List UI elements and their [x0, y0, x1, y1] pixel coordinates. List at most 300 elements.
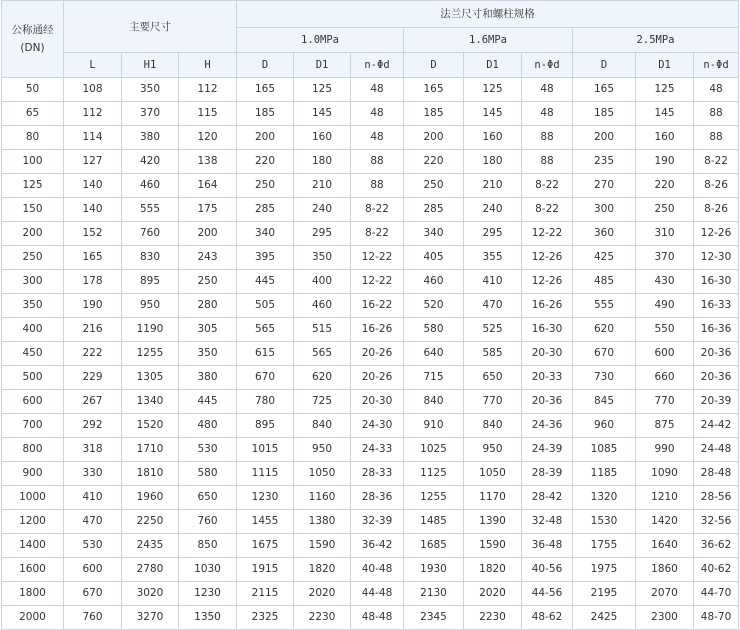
cell-d-1-6mpa: 715 — [404, 366, 464, 390]
cell-l: 190 — [64, 294, 122, 318]
cell-h1: 1340 — [122, 390, 179, 414]
table-row — [2, 438, 739, 462]
cell-h: 112 — [179, 78, 237, 102]
cell-l: 330 — [64, 462, 122, 486]
cell-d-1-0mpa: 780 — [237, 390, 294, 414]
cell-d-2-5mpa: 620 — [573, 318, 636, 342]
cell-d-2-5mpa: 1085 — [573, 438, 636, 462]
cell-n-phi-d-1-0mpa: 12-22 — [351, 270, 404, 294]
cell-h: 350 — [179, 342, 237, 366]
cell-l: 178 — [64, 270, 122, 294]
cell-d1-1-0mpa: 2230 — [294, 606, 351, 630]
cell-h1: 1305 — [122, 366, 179, 390]
cell-d1-2-5mpa: 125 — [636, 78, 694, 102]
cell-n-phi-d-1-6mpa: 48 — [522, 78, 573, 102]
cell-d1-2-5mpa: 660 — [636, 366, 694, 390]
cell-d1-1-0mpa: 2020 — [294, 582, 351, 606]
cell-dn: 1400 — [2, 534, 64, 558]
cell-d-2-5mpa: 2425 — [573, 606, 636, 630]
cell-dn: 1800 — [2, 582, 64, 606]
cell-d-1-6mpa: 405 — [404, 246, 464, 270]
cell-h1: 3270 — [122, 606, 179, 630]
cell-n-phi-d-1-6mpa: 16-30 — [522, 318, 573, 342]
cell-l: 292 — [64, 414, 122, 438]
cell-d1-1-6mpa: 525 — [464, 318, 522, 342]
cell-h1: 2780 — [122, 558, 179, 582]
cell-n-phi-d-2-5mpa: 16-36 — [694, 318, 739, 342]
cell-d-1-6mpa: 250 — [404, 174, 464, 198]
cell-d1-2-5mpa: 2300 — [636, 606, 694, 630]
cell-l: 108 — [64, 78, 122, 102]
cell-n-phi-d-1-6mpa: 24-36 — [522, 414, 573, 438]
cell-d1-1-6mpa: 2020 — [464, 582, 522, 606]
cell-n-phi-d-2-5mpa: 32-56 — [694, 510, 739, 534]
cell-n-phi-d-2-5mpa: 20-36 — [694, 366, 739, 390]
cell-dn: 1200 — [2, 510, 64, 534]
cell-d1-1-0mpa: 620 — [294, 366, 351, 390]
cell-d1-1-0mpa: 1160 — [294, 486, 351, 510]
cell-n-phi-d-1-6mpa: 88 — [522, 126, 573, 150]
cell-h1: 380 — [122, 126, 179, 150]
cell-l: 165 — [64, 246, 122, 270]
cell-h: 445 — [179, 390, 237, 414]
cell-dn: 150 — [2, 198, 64, 222]
cell-d1-1-6mpa: 210 — [464, 174, 522, 198]
col-header-l: L — [64, 53, 122, 78]
cell-d-1-0mpa: 250 — [237, 174, 294, 198]
cell-n-phi-d-1-6mpa: 28-39 — [522, 462, 573, 486]
cell-h1: 1255 — [122, 342, 179, 366]
cell-h1: 1190 — [122, 318, 179, 342]
cell-h1: 370 — [122, 102, 179, 126]
col-header-d-1-6mpa: D — [404, 53, 464, 78]
cell-l: 530 — [64, 534, 122, 558]
cell-d-2-5mpa: 1185 — [573, 462, 636, 486]
cell-n-phi-d-2-5mpa: 12-30 — [694, 246, 739, 270]
cell-n-phi-d-2-5mpa: 48-70 — [694, 606, 739, 630]
cell-h1: 3020 — [122, 582, 179, 606]
cell-d1-1-6mpa: 950 — [464, 438, 522, 462]
cell-d-2-5mpa: 165 — [573, 78, 636, 102]
cell-dn: 200 — [2, 222, 64, 246]
cell-d-2-5mpa: 300 — [573, 198, 636, 222]
cell-d1-1-6mpa: 355 — [464, 246, 522, 270]
cell-h: 243 — [179, 246, 237, 270]
cell-n-phi-d-1-0mpa: 24-30 — [351, 414, 404, 438]
cell-n-phi-d-1-0mpa: 48-48 — [351, 606, 404, 630]
cell-d-2-5mpa: 1530 — [573, 510, 636, 534]
cell-d-1-0mpa: 1915 — [237, 558, 294, 582]
cell-n-phi-d-1-6mpa: 12-22 — [522, 222, 573, 246]
table-row — [2, 414, 739, 438]
cell-n-phi-d-1-6mpa: 32-48 — [522, 510, 573, 534]
cell-d1-2-5mpa: 250 — [636, 198, 694, 222]
table-row — [2, 558, 739, 582]
cell-d-1-0mpa: 2115 — [237, 582, 294, 606]
cell-d1-1-6mpa: 1820 — [464, 558, 522, 582]
cell-d1-2-5mpa: 160 — [636, 126, 694, 150]
cell-d-1-0mpa: 895 — [237, 414, 294, 438]
cell-d-1-6mpa: 165 — [404, 78, 464, 102]
nominal-diameter-label: 公称通经 — [11, 24, 54, 36]
cell-d-1-0mpa: 395 — [237, 246, 294, 270]
table-row — [2, 390, 739, 414]
cell-d-1-6mpa: 1125 — [404, 462, 464, 486]
col-header-n-phi-d-2-5mpa: n-Φd — [694, 53, 739, 78]
cell-n-phi-d-1-0mpa: 88 — [351, 174, 404, 198]
cell-n-phi-d-1-6mpa: 16-26 — [522, 294, 573, 318]
col-header-d1-1-6mpa: D1 — [464, 53, 522, 78]
cell-n-phi-d-2-5mpa: 40-62 — [694, 558, 739, 582]
cell-h1: 1960 — [122, 486, 179, 510]
cell-h1: 895 — [122, 270, 179, 294]
cell-l: 140 — [64, 198, 122, 222]
cell-n-phi-d-1-6mpa: 24-39 — [522, 438, 573, 462]
cell-h1: 460 — [122, 174, 179, 198]
cell-d1-1-0mpa: 515 — [294, 318, 351, 342]
cell-d1-1-6mpa: 1170 — [464, 486, 522, 510]
cell-n-phi-d-2-5mpa: 12-26 — [694, 222, 739, 246]
table-row — [2, 222, 739, 246]
cell-l: 670 — [64, 582, 122, 606]
cell-d1-1-6mpa: 240 — [464, 198, 522, 222]
table-row — [2, 606, 739, 630]
cell-d1-1-6mpa: 1050 — [464, 462, 522, 486]
cell-h: 164 — [179, 174, 237, 198]
cell-d-2-5mpa: 425 — [573, 246, 636, 270]
col-header-d-1-0mpa: D — [237, 53, 294, 78]
cell-d-1-0mpa: 1230 — [237, 486, 294, 510]
cell-d1-2-5mpa: 875 — [636, 414, 694, 438]
table-row — [2, 294, 739, 318]
cell-d-2-5mpa: 1755 — [573, 534, 636, 558]
cell-dn: 65 — [2, 102, 64, 126]
cell-d1-2-5mpa: 1090 — [636, 462, 694, 486]
cell-l: 222 — [64, 342, 122, 366]
cell-d-1-0mpa: 165 — [237, 78, 294, 102]
cell-h: 1230 — [179, 582, 237, 606]
cell-d1-1-0mpa: 950 — [294, 438, 351, 462]
cell-l: 127 — [64, 150, 122, 174]
cell-dn: 700 — [2, 414, 64, 438]
cell-n-phi-d-2-5mpa: 20-36 — [694, 342, 739, 366]
main-dimensions-header: 主要尺寸 — [64, 1, 237, 53]
cell-d1-2-5mpa: 2070 — [636, 582, 694, 606]
cell-dn: 400 — [2, 318, 64, 342]
cell-dn: 350 — [2, 294, 64, 318]
cell-d1-2-5mpa: 220 — [636, 174, 694, 198]
table-row — [2, 342, 739, 366]
cell-n-phi-d-1-0mpa: 16-26 — [351, 318, 404, 342]
cell-d-1-6mpa: 200 — [404, 126, 464, 150]
cell-h: 250 — [179, 270, 237, 294]
cell-d1-1-0mpa: 840 — [294, 414, 351, 438]
col-header-h: H — [179, 53, 237, 78]
cell-d-2-5mpa: 485 — [573, 270, 636, 294]
cell-d1-1-0mpa: 125 — [294, 78, 351, 102]
cell-l: 410 — [64, 486, 122, 510]
cell-dn: 125 — [2, 174, 64, 198]
cell-n-phi-d-1-6mpa: 40-56 — [522, 558, 573, 582]
cell-n-phi-d-2-5mpa: 24-42 — [694, 414, 739, 438]
cell-d1-2-5mpa: 1420 — [636, 510, 694, 534]
table-row — [2, 174, 739, 198]
cell-h: 480 — [179, 414, 237, 438]
flange-bolt-spec-header: 法兰尺寸和螺柱规格 — [237, 1, 739, 28]
cell-n-phi-d-2-5mpa: 20-39 — [694, 390, 739, 414]
cell-h: 650 — [179, 486, 237, 510]
col-header-n-phi-d-1-6mpa: n-Φd — [522, 53, 573, 78]
cell-d-1-0mpa: 445 — [237, 270, 294, 294]
cell-d1-1-6mpa: 180 — [464, 150, 522, 174]
cell-dn: 1000 — [2, 486, 64, 510]
cell-d1-2-5mpa: 190 — [636, 150, 694, 174]
cell-d-1-0mpa: 505 — [237, 294, 294, 318]
cell-d1-2-5mpa: 600 — [636, 342, 694, 366]
cell-n-phi-d-1-0mpa: 48 — [351, 102, 404, 126]
cell-dn: 80 — [2, 126, 64, 150]
cell-d1-1-6mpa: 470 — [464, 294, 522, 318]
cell-d-2-5mpa: 670 — [573, 342, 636, 366]
cell-d-1-6mpa: 1485 — [404, 510, 464, 534]
cell-n-phi-d-2-5mpa: 88 — [694, 126, 739, 150]
cell-d1-1-0mpa: 725 — [294, 390, 351, 414]
cell-d-1-0mpa: 200 — [237, 126, 294, 150]
cell-dn: 100 — [2, 150, 64, 174]
cell-l: 152 — [64, 222, 122, 246]
cell-dn: 900 — [2, 462, 64, 486]
cell-d1-1-6mpa: 840 — [464, 414, 522, 438]
col-header-d-2-5mpa: D — [573, 53, 636, 78]
cell-n-phi-d-2-5mpa: 8-26 — [694, 174, 739, 198]
cell-d-1-6mpa: 1685 — [404, 534, 464, 558]
cell-d1-1-6mpa: 1390 — [464, 510, 522, 534]
cell-n-phi-d-1-0mpa: 36-42 — [351, 534, 404, 558]
cell-d-2-5mpa: 200 — [573, 126, 636, 150]
col-header-d1-1-0mpa: D1 — [294, 53, 351, 78]
cell-dn: 450 — [2, 342, 64, 366]
table-row — [2, 270, 739, 294]
cell-h1: 420 — [122, 150, 179, 174]
cell-n-phi-d-1-0mpa: 8-22 — [351, 198, 404, 222]
cell-d1-1-6mpa: 1590 — [464, 534, 522, 558]
cell-d-2-5mpa: 730 — [573, 366, 636, 390]
cell-d-1-0mpa: 1675 — [237, 534, 294, 558]
cell-d-1-0mpa: 285 — [237, 198, 294, 222]
table-row — [2, 582, 739, 606]
cell-n-phi-d-2-5mpa: 16-33 — [694, 294, 739, 318]
cell-n-phi-d-1-0mpa: 40-48 — [351, 558, 404, 582]
table-row — [2, 534, 739, 558]
cell-dn: 2000 — [2, 606, 64, 630]
cell-d-1-0mpa: 1115 — [237, 462, 294, 486]
cell-d1-1-0mpa: 240 — [294, 198, 351, 222]
pressure-header-1-6mpa: 1.6MPa — [404, 28, 573, 53]
cell-n-phi-d-1-6mpa: 48 — [522, 102, 573, 126]
pressure-header-2-5mpa: 2.5MPa — [573, 28, 739, 53]
cell-d1-1-6mpa: 770 — [464, 390, 522, 414]
cell-n-phi-d-1-6mpa: 88 — [522, 150, 573, 174]
nominal-diameter-header — [2, 1, 64, 78]
cell-d-2-5mpa: 960 — [573, 414, 636, 438]
cell-h: 850 — [179, 534, 237, 558]
cell-n-phi-d-2-5mpa: 48 — [694, 78, 739, 102]
cell-d-1-6mpa: 2345 — [404, 606, 464, 630]
cell-d1-1-0mpa: 460 — [294, 294, 351, 318]
cell-n-phi-d-1-6mpa: 8-22 — [522, 174, 573, 198]
cell-d1-2-5mpa: 310 — [636, 222, 694, 246]
cell-d-1-6mpa: 285 — [404, 198, 464, 222]
cell-h: 175 — [179, 198, 237, 222]
cell-n-phi-d-1-6mpa: 44-56 — [522, 582, 573, 606]
cell-dn: 800 — [2, 438, 64, 462]
cell-d-2-5mpa: 555 — [573, 294, 636, 318]
cell-l: 140 — [64, 174, 122, 198]
cell-d1-1-6mpa: 585 — [464, 342, 522, 366]
cell-dn: 250 — [2, 246, 64, 270]
cell-dn: 500 — [2, 366, 64, 390]
cell-l: 267 — [64, 390, 122, 414]
cell-d1-1-0mpa: 565 — [294, 342, 351, 366]
cell-d1-1-0mpa: 1380 — [294, 510, 351, 534]
cell-h1: 2435 — [122, 534, 179, 558]
cell-d1-1-6mpa: 125 — [464, 78, 522, 102]
cell-d-1-6mpa: 185 — [404, 102, 464, 126]
cell-n-phi-d-1-6mpa: 28-42 — [522, 486, 573, 510]
cell-h: 530 — [179, 438, 237, 462]
cell-d-1-6mpa: 580 — [404, 318, 464, 342]
cell-d1-2-5mpa: 1860 — [636, 558, 694, 582]
table-row — [2, 510, 739, 534]
cell-d-1-0mpa: 1455 — [237, 510, 294, 534]
cell-n-phi-d-1-0mpa: 28-36 — [351, 486, 404, 510]
cell-l: 600 — [64, 558, 122, 582]
cell-h: 380 — [179, 366, 237, 390]
cell-l: 318 — [64, 438, 122, 462]
cell-n-phi-d-2-5mpa: 8-22 — [694, 150, 739, 174]
cell-l: 229 — [64, 366, 122, 390]
cell-d1-1-0mpa: 160 — [294, 126, 351, 150]
cell-n-phi-d-1-0mpa: 24-33 — [351, 438, 404, 462]
table-row — [2, 126, 739, 150]
cell-h: 200 — [179, 222, 237, 246]
cell-d-1-0mpa: 565 — [237, 318, 294, 342]
cell-n-phi-d-2-5mpa: 88 — [694, 102, 739, 126]
cell-l: 760 — [64, 606, 122, 630]
table-row — [2, 150, 739, 174]
cell-d1-2-5mpa: 990 — [636, 438, 694, 462]
cell-d-1-6mpa: 2130 — [404, 582, 464, 606]
cell-h: 580 — [179, 462, 237, 486]
cell-l: 470 — [64, 510, 122, 534]
cell-n-phi-d-2-5mpa: 8-26 — [694, 198, 739, 222]
cell-d-1-6mpa: 910 — [404, 414, 464, 438]
cell-d1-1-0mpa: 145 — [294, 102, 351, 126]
cell-d-2-5mpa: 360 — [573, 222, 636, 246]
cell-d1-1-0mpa: 1590 — [294, 534, 351, 558]
cell-d-1-0mpa: 1015 — [237, 438, 294, 462]
cell-n-phi-d-1-0mpa: 88 — [351, 150, 404, 174]
cell-d1-1-0mpa: 180 — [294, 150, 351, 174]
cell-d-2-5mpa: 185 — [573, 102, 636, 126]
cell-dn: 600 — [2, 390, 64, 414]
cell-h: 760 — [179, 510, 237, 534]
cell-n-phi-d-2-5mpa: 24-48 — [694, 438, 739, 462]
nominal-diameter-unit: (DN) — [20, 42, 45, 54]
cell-d1-2-5mpa: 1210 — [636, 486, 694, 510]
cell-d1-1-0mpa: 1050 — [294, 462, 351, 486]
table-header — [2, 1, 739, 78]
cell-h1: 1520 — [122, 414, 179, 438]
cell-d-1-0mpa: 220 — [237, 150, 294, 174]
col-header-h1: H1 — [122, 53, 179, 78]
cell-n-phi-d-2-5mpa: 36-62 — [694, 534, 739, 558]
cell-h1: 2250 — [122, 510, 179, 534]
valve-dimension-table — [1, 0, 739, 630]
cell-n-phi-d-1-6mpa: 20-36 — [522, 390, 573, 414]
table-row — [2, 366, 739, 390]
cell-d-1-6mpa: 340 — [404, 222, 464, 246]
cell-n-phi-d-2-5mpa: 28-56 — [694, 486, 739, 510]
cell-d-2-5mpa: 270 — [573, 174, 636, 198]
table-row — [2, 246, 739, 270]
cell-d1-1-0mpa: 210 — [294, 174, 351, 198]
cell-n-phi-d-1-0mpa: 16-22 — [351, 294, 404, 318]
cell-h1: 1710 — [122, 438, 179, 462]
cell-n-phi-d-2-5mpa: 44-70 — [694, 582, 739, 606]
table-row — [2, 318, 739, 342]
cell-d1-1-0mpa: 295 — [294, 222, 351, 246]
cell-d-1-0mpa: 2325 — [237, 606, 294, 630]
col-header-n-phi-d-1-0mpa: n-Φd — [351, 53, 404, 78]
cell-d-2-5mpa: 2195 — [573, 582, 636, 606]
cell-d1-1-6mpa: 2230 — [464, 606, 522, 630]
cell-h: 1350 — [179, 606, 237, 630]
cell-d-1-6mpa: 1930 — [404, 558, 464, 582]
cell-d-2-5mpa: 1975 — [573, 558, 636, 582]
cell-dn: 1600 — [2, 558, 64, 582]
cell-n-phi-d-1-0mpa: 8-22 — [351, 222, 404, 246]
cell-n-phi-d-1-0mpa: 28-33 — [351, 462, 404, 486]
cell-d1-2-5mpa: 550 — [636, 318, 694, 342]
cell-d-1-0mpa: 670 — [237, 366, 294, 390]
cell-h: 280 — [179, 294, 237, 318]
cell-d1-1-6mpa: 145 — [464, 102, 522, 126]
cell-n-phi-d-1-0mpa: 44-48 — [351, 582, 404, 606]
cell-n-phi-d-1-0mpa: 48 — [351, 78, 404, 102]
pressure-header-1-0mpa: 1.0MPa — [237, 28, 404, 53]
cell-l: 112 — [64, 102, 122, 126]
cell-h1: 830 — [122, 246, 179, 270]
cell-d-1-6mpa: 220 — [404, 150, 464, 174]
cell-h: 138 — [179, 150, 237, 174]
cell-d-2-5mpa: 845 — [573, 390, 636, 414]
table-body — [2, 78, 739, 630]
cell-h1: 1810 — [122, 462, 179, 486]
cell-d1-1-0mpa: 400 — [294, 270, 351, 294]
cell-d-2-5mpa: 235 — [573, 150, 636, 174]
cell-d1-1-6mpa: 295 — [464, 222, 522, 246]
col-header-d1-2-5mpa: D1 — [636, 53, 694, 78]
cell-n-phi-d-1-0mpa: 48 — [351, 126, 404, 150]
cell-n-phi-d-1-6mpa: 20-33 — [522, 366, 573, 390]
cell-n-phi-d-1-6mpa: 36-48 — [522, 534, 573, 558]
table-row — [2, 462, 739, 486]
cell-d1-1-0mpa: 1820 — [294, 558, 351, 582]
cell-n-phi-d-1-0mpa: 20-26 — [351, 342, 404, 366]
cell-h: 115 — [179, 102, 237, 126]
cell-h1: 760 — [122, 222, 179, 246]
